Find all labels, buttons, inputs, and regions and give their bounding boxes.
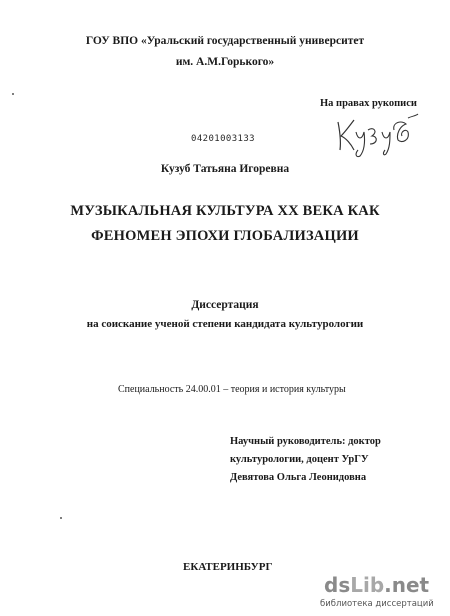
scan-speck — [60, 517, 62, 519]
city: ЕКАТЕРИНБУРГ — [183, 561, 273, 573]
dslib-logo — [324, 573, 429, 597]
specialty: Специальность 24.00.01 – теория и история культуры — [118, 384, 346, 395]
degree-statement: на соискание ученой степени кандидата культурологии — [86, 318, 364, 330]
watermark-caption: библиотека диссертаций — [320, 599, 434, 609]
logo-part-net: .net — [384, 573, 430, 597]
logo-part-ds: ds — [324, 573, 351, 597]
supervisor-line1: Научный руководитель: доктор — [230, 436, 381, 447]
registration-code: 04201003133 — [191, 134, 256, 144]
dissertation-title-line1: МУЗЫКАЛЬНАЯ КУЛЬТУРА XX ВЕКА КАК — [70, 203, 380, 219]
author-name: Кузуб Татьяна Игоревна — [160, 163, 290, 175]
manuscript-rights-note: На правах рукописи — [320, 98, 417, 109]
dslib-watermark[interactable] — [320, 566, 450, 616]
institution-name-line1: ГОУ ВПО «Уральский государственный университет — [85, 35, 365, 47]
supervisor-line3: Девятова Ольга Леонидовна — [230, 472, 367, 483]
dissertation-title-line2: ФЕНОМЕН ЭПОХИ ГЛОБАЛИЗАЦИИ — [91, 228, 359, 244]
work-type: Диссертация — [191, 299, 259, 311]
scan-speck — [12, 93, 14, 95]
handwritten-signature — [332, 110, 422, 160]
logo-part-lib: Lib — [350, 573, 385, 597]
institution-name-line2: им. А.М.Горького» — [175, 56, 275, 68]
supervisor-line2: культурологии, доцент УрГУ — [230, 454, 369, 465]
